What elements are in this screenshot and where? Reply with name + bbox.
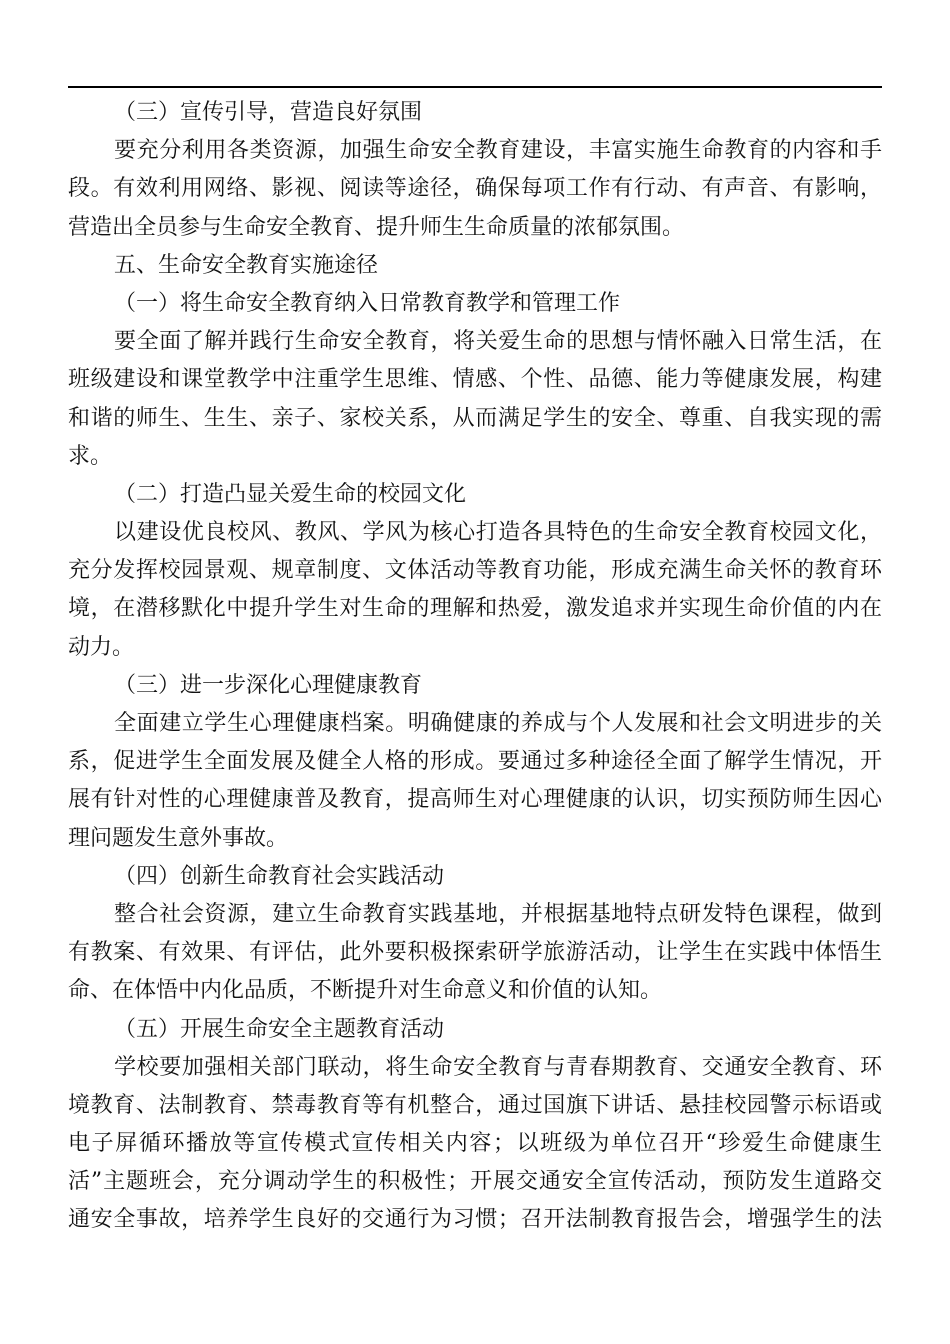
section-heading: （三）进一步深化心理健康教育 (114, 672, 423, 698)
paragraph-line: 全面建立学生心理健康档案。明确健康的养成与个人发展和社会文明进步的关 (114, 711, 882, 736)
paragraph-line: 系，促进学生全面发展及健全人格的形成。要通过多种途径全面了解学生情况，开 (68, 749, 882, 775)
paragraph-line: 电子屏循环播放等宣传模式宣传相关内容；以班级为单位召开“珍爱生命健康生 (68, 1131, 882, 1157)
paragraph-line: 活”主题班会，充分调动学生的积极性；开展交通安全宣传活动，预防发生道路交 (68, 1169, 882, 1195)
section-heading: （五）开展生命安全主题教育活动 (114, 1016, 445, 1042)
paragraph-line: 求。 (68, 443, 113, 469)
paragraph-line: 有教案、有效果、有评估，此外要积极探索研学旅游活动，让学生在实践中体悟生 (68, 940, 882, 966)
paragraph-line: 学校要加强相关部门联动，将生命安全教育与青春期教育、交通安全教育、环 (114, 1054, 882, 1080)
paragraph-line: 要全面了解并践行生命安全教育，将关爱生命的思想与情怀融入日常生活，在 (114, 329, 882, 355)
document-body (68, 94, 882, 1240)
paragraph-line: 充分发挥校园景观、规章制度、文体活动等教育功能，形成充满生命关怀的教育环 (68, 558, 882, 584)
paragraph-line: 和谐的师生、生生、亲子、家校关系，从而满足学生的安全、尊重、自我实现的需 (68, 405, 882, 431)
section-heading: 五、生命安全教育实施途径 (114, 252, 379, 278)
paragraph-line: 命、在体悟中内化品质，不断提升对生命意义和价值的认知。 (68, 978, 663, 1004)
paragraph-line: 境教育、法制教育、禁毒教育等有机整合，通过国旗下讲话、悬挂校园警示标语或 (68, 1092, 882, 1118)
section-heading: （四）创新生命教育社会实践活动 (114, 863, 445, 889)
header-rule (68, 86, 882, 88)
paragraph-line: 通安全事故，培养学生良好的交通行为习惯；召开法制教育报告会，增强学生的法 (68, 1207, 882, 1233)
section-heading: （二）打造凸显关爱生命的校园文化 (114, 481, 467, 507)
paragraph-line: 理问题发生意外事故。 (68, 825, 289, 851)
paragraph-line: 段。有效利用网络、影视、阅读等途径，确保每项工作有行动、有声音、有影响， (68, 176, 882, 202)
section-heading: （三）宣传引导，营造良好氛围 (114, 100, 423, 125)
paragraph-line: 要充分利用各类资源，加强生命安全教育建设，丰富实施生命教育的内容和手 (114, 138, 882, 164)
paragraph-line: 动力。 (68, 634, 135, 660)
paragraph-line: 展有针对性的心理健康普及教育，提高师生对心理健康的认识，切实预防师生因心 (68, 787, 882, 813)
paragraph-line: 以建设优良校风、教风、学风为核心打造各具特色的生命安全教育校园文化， (114, 520, 882, 546)
paragraph-line: 整合社会资源，建立生命教育实践基地，并根据基地特点研发特色课程，做到 (114, 901, 882, 927)
paragraph-line: 营造出全员参与生命安全教育、提升师生生命质量的浓郁氛围。 (68, 214, 685, 240)
paragraph-line: 班级建设和课堂教学中注重学生思维、情感、个性、品德、能力等健康发展，构建 (68, 367, 882, 393)
section-heading: （一）将生命安全教育纳入日常教育教学和管理工作 (114, 290, 621, 316)
paragraph-line: 境，在潜移默化中提升学生对生命的理解和热爱，激发追求并实现生命价值的内在 (68, 596, 882, 622)
